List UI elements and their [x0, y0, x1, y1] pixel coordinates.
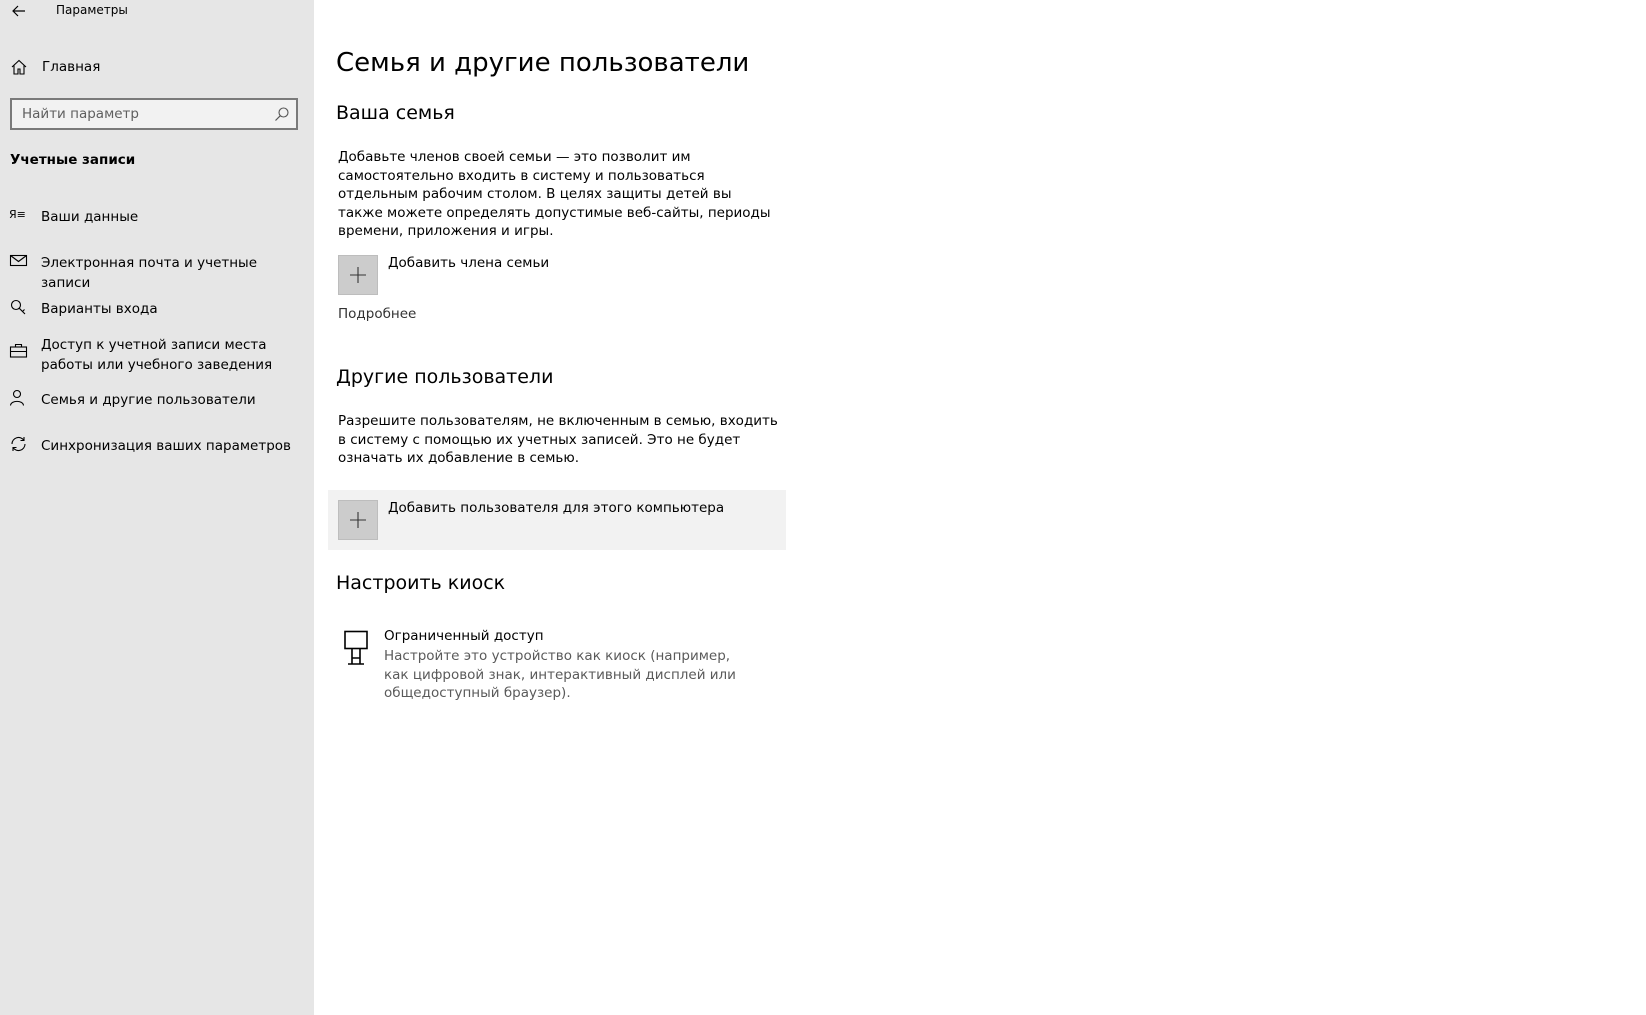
title-bar: [0, 0, 314, 22]
arrow-left-icon: [12, 5, 26, 17]
main-content: [314, 0, 1646, 1015]
sidebar-item-sign-in[interactable]: [0, 292, 314, 324]
plus-tile: [338, 255, 378, 295]
sidebar-item-label: Электронная почта и учетные записи: [41, 255, 258, 291]
page-title: Семья и другие пользователи: [336, 48, 750, 78]
back-button[interactable]: [8, 0, 30, 22]
add-user-button[interactable]: [328, 490, 786, 550]
sidebar-item-label: Синхронизация ваших параметров: [41, 438, 291, 454]
other-users-heading: Другие пользователи: [336, 366, 554, 388]
kiosk-heading: Настроить киоск: [336, 572, 506, 594]
sidebar-item-label: Варианты входа: [41, 301, 158, 317]
mail-icon: [9, 252, 29, 270]
search-box[interactable]: [10, 98, 298, 130]
learn-more-link[interactable]: Подробнее: [338, 306, 417, 322]
app-title: Параметры: [56, 3, 128, 17]
plus-tile: [338, 500, 378, 540]
briefcase-icon: [9, 342, 29, 360]
kiosk-icon: [342, 630, 370, 666]
sidebar-item-family[interactable]: [0, 383, 314, 415]
plus-icon: [349, 266, 367, 284]
sidebar-item-email[interactable]: [0, 246, 314, 291]
sync-icon: [9, 435, 29, 453]
add-family-member-button[interactable]: [328, 245, 786, 305]
home-label: Главная: [42, 59, 101, 75]
people-icon: [9, 389, 29, 407]
person-card-icon: [9, 206, 29, 224]
svg-text:Я≡: Я≡: [9, 208, 26, 221]
sidebar-item-sync[interactable]: [0, 429, 314, 461]
home-icon: [10, 58, 28, 76]
plus-icon: [349, 511, 367, 529]
section-title: Учетные записи: [10, 152, 136, 168]
add-user-label: Добавить пользователя для этого компьютера: [388, 500, 725, 516]
sidebar-item-your-info[interactable]: [0, 200, 314, 232]
family-heading: Ваша семья: [336, 102, 455, 124]
search-input[interactable]: [12, 100, 262, 128]
add-family-label: Добавить члена семьи: [388, 255, 550, 271]
sidebar-item-label: Доступ к учетной записи места работы или учебного заведения: [41, 337, 273, 373]
key-icon: [9, 298, 29, 316]
sidebar-item-work-access[interactable]: [0, 328, 314, 372]
other-users-description: Разрешите пользователям, не включенным в семью, входить в систему с помощью их учетных записей. Это не будет означать их добавление в семью.: [338, 413, 778, 466]
sidebar-item-label: Семья и другие пользователи: [41, 392, 256, 408]
family-description: Добавьте членов своей семьи — это позволит им самостоятельно входить в систему и пользоваться отдельным рабочим столом. В целях защиты детей вы также можете определять допустимые веб-сайты, периоды времени, приложения и игры.: [338, 149, 771, 239]
assigned-access-item[interactable]: [336, 628, 796, 708]
assigned-access-description: Настройте это устройство как киоск (например, как цифровой знак, интерактивный дисплей или общедоступный браузер).: [384, 648, 736, 701]
sidebar: [0, 0, 314, 1015]
assigned-access-title: Ограниченный доступ: [384, 628, 544, 644]
search-icon[interactable]: [274, 106, 290, 122]
home-nav-item[interactable]: [0, 54, 314, 80]
sidebar-item-label: Ваши данные: [41, 209, 139, 225]
